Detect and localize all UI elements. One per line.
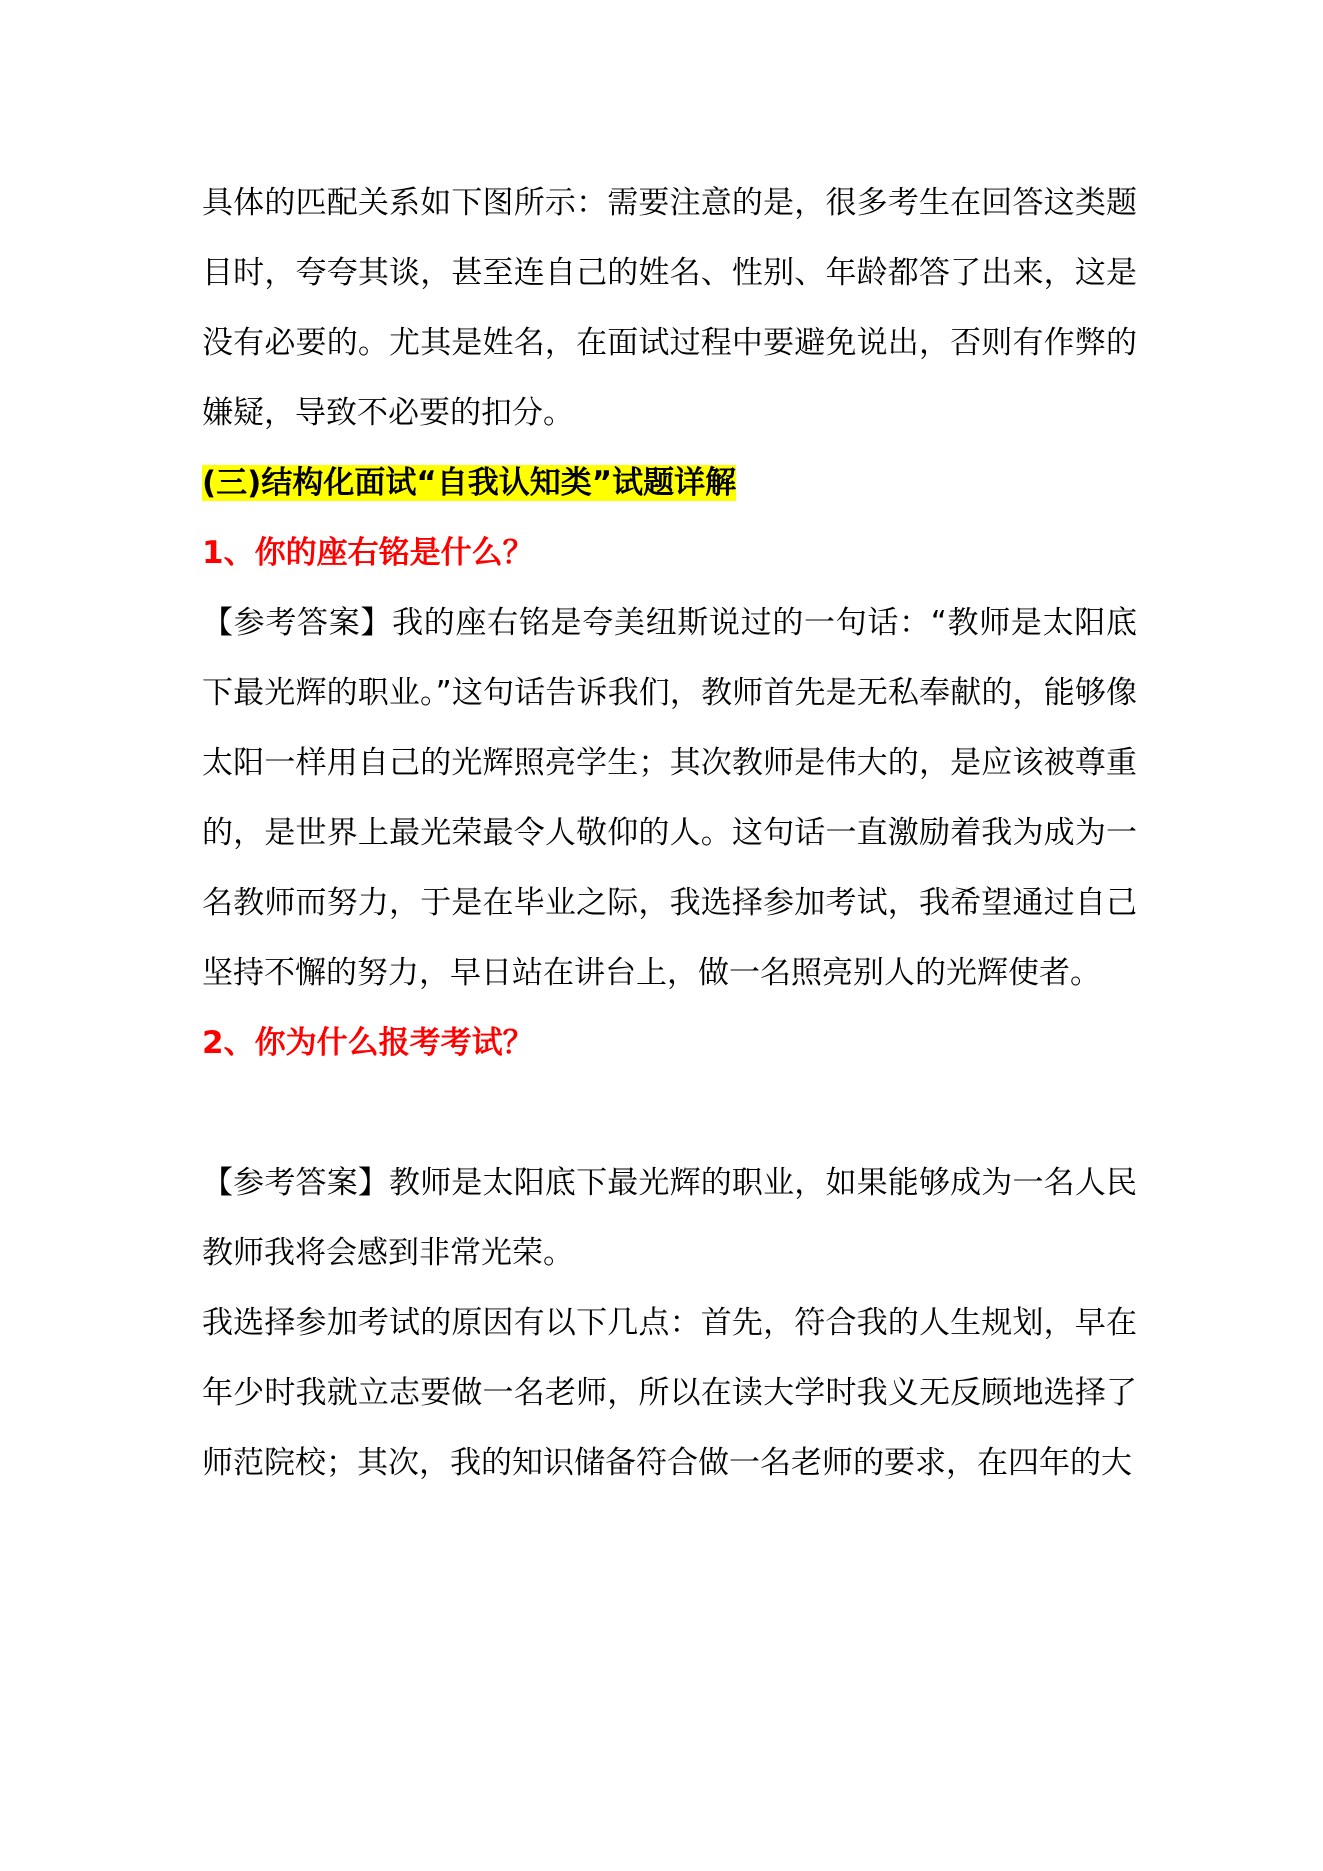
blank-gap — [202, 1078, 1137, 1148]
document-page — [202, 168, 1137, 1498]
section-heading — [202, 448, 1137, 518]
question-title-2: 2、你为什么报考考试？ — [202, 1025, 534, 1061]
answer-paragraph-2: 【参考答案】教师是太阳底下最光辉的职业，如果能够成为一名人民教师我将会感到非常光荣。 — [202, 1165, 1137, 1271]
question-title-1: 1、你的座右铭是什么？ — [202, 535, 534, 571]
answer-paragraph-1: 【参考答案】我的座右铭是夸美纽斯说过的一句话：“教师是太阳底下最光辉的职业。”这句话告诉我们，教师首先是无私奉献的，能够像太阳一样用自己的光辉照亮学生；其次教师是伟大的，是应该被尊重的，是世界上最光荣最令人敬仰的人。这句话一直激励着我为成为一名教师而努力，于是在毕业之际，我选择参加考试，我希望通过自己坚持不懈的努力，早日站在讲台上，做一名照亮别人的光辉使者。 — [202, 605, 1137, 991]
answer-paragraph-2-continued: 我选择参加考试的原因有以下几点：首先，符合我的人生规划，早在年少时我就立志要做一名老师，所以在读大学时我义无反顾地选择了师范院校；其次，我的知识储备符合做一名老师的要求，在四年的大 — [202, 1305, 1137, 1481]
intro-paragraph: 具体的匹配关系如下图所示：需要注意的是，很多考生在回答这类题目时，夸夸其谈，甚至连自己的姓名、性别、年龄都答了出来，这是没有必要的。尤其是姓名，在面试过程中要避免说出，否则有作弊的嫌疑，导致不必要的扣分。 — [202, 185, 1137, 431]
section-heading-text: (三)结构化面试“自我认知类”试题详解 — [202, 465, 737, 501]
